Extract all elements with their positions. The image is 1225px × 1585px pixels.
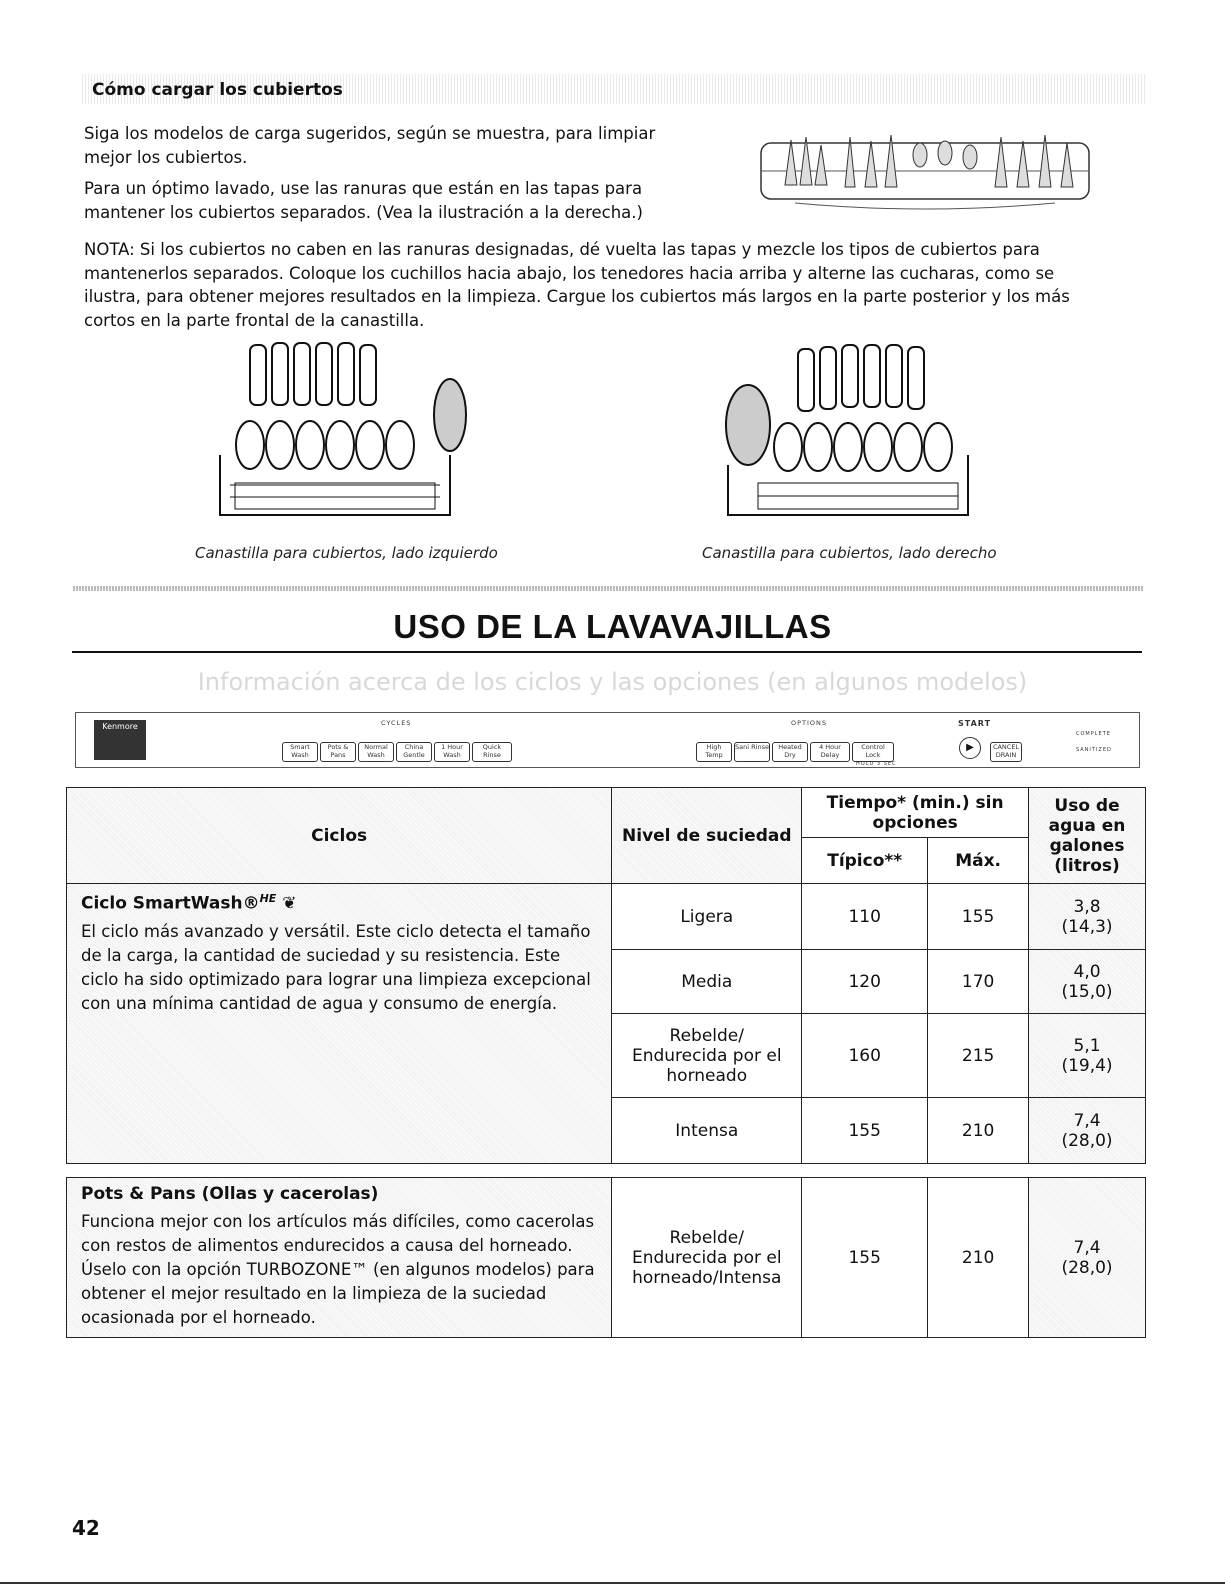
table-row: [67, 884, 1146, 950]
max-cell: 210: [928, 1098, 1029, 1164]
start-button[interactable]: ▶: [959, 737, 981, 759]
leaf-icon: ❦: [282, 893, 297, 914]
soil-cell: Ligera: [612, 884, 802, 950]
soil-cell: Media: [612, 950, 802, 1014]
caption-left-basket: Canastilla para cubiertos, lado izquierdo: [195, 544, 498, 562]
start-label: START: [958, 719, 992, 728]
water-cell: 3,8 (14,3): [1029, 884, 1146, 950]
header-time: Tiempo* (min.) sin opciones: [802, 788, 1029, 838]
dotted-divider: [73, 586, 1143, 591]
brand-logo: Kenmore: [94, 720, 146, 760]
typical-cell: 110: [802, 884, 928, 950]
typical-cell: 120: [802, 950, 928, 1014]
potspans-description: Funciona mejor con los artículos más difíciles, como cacerolas con restos de alimentos endurecidos a causa del horneado. Úselo con la opción TURBOZONE™ (en algunos modelos) para obtener el mejor resultado en la limpieza de la suciedad ocasionada por el horneado.: [81, 1212, 595, 1327]
potspans-name: Pots & Pans (Ollas y cacerolas): [81, 1184, 379, 1204]
potspans-cell: [67, 1178, 612, 1338]
typical-cell: 155: [802, 1178, 928, 1338]
silverware-basket-top-illustration: [755, 125, 1095, 215]
header-soil-level: Nivel de suciedad: [612, 788, 802, 884]
option-button-high-temp[interactable]: High Temp: [696, 742, 732, 762]
typical-cell: 155: [802, 1098, 928, 1164]
cycle-button-china-gentle[interactable]: China Gentle: [396, 742, 432, 762]
note-paragraph: NOTA: Si los cubiertos no caben en las ranuras designadas, dé vuelta las tapas y mezcle los tipos de cubiertos para mantenerlos separados. Coloque los cuchillos hacia abajo, los tenedores hacia arriba y alterne las cucharas, como se ilustra, para obtener mejores resultados en la limpieza. Cargue los cubiertos más largos en la parte posterior y los más cortos en la parte frontal de la canastilla.: [84, 240, 1070, 330]
control-panel-illustration: [75, 712, 1140, 768]
header-cycles: Ciclos: [67, 788, 612, 884]
title-underline: [72, 651, 1142, 653]
max-cell: 210: [928, 1178, 1029, 1338]
silverware-basket-right-illustration: [718, 335, 978, 525]
smartwash-description: El ciclo más avanzado y versátil. Este ciclo detecta el tamaño de la carga, la cantidad de suciedad y su resistencia. Este ciclo ha sido optimizado para lograr una limpieza excepcional con una mínima cantidad de agua y consumo de energía.: [81, 921, 591, 1013]
header-typical: Típico**: [802, 838, 928, 884]
option-button-control-lock[interactable]: Control Lock: [852, 742, 894, 762]
water-cell: 7,4 (28,0): [1029, 1098, 1146, 1164]
status-complete: COMPLETE: [1076, 731, 1111, 737]
water-cell: 4,0 (15,0): [1029, 950, 1146, 1014]
hold-label: HOLD 3 SEC: [856, 761, 897, 767]
typical-cell: 160: [802, 1014, 928, 1098]
soil-cell: Intensa: [612, 1098, 802, 1164]
soil-cell: Rebelde/ Endurecida por el horneado: [612, 1014, 802, 1098]
option-button-sani-rinse[interactable]: Sani Rinse: [734, 742, 770, 762]
header-max: Máx.: [928, 838, 1029, 884]
max-cell: 170: [928, 950, 1029, 1014]
cycles-table: [66, 787, 1146, 1338]
cycles-label: CYCLES: [381, 719, 412, 727]
caption-right-basket: Canastilla para cubiertos, lado derecho: [702, 544, 997, 562]
soil-cell: Rebelde/ Endurecida por el horneado/Intensa: [612, 1178, 802, 1338]
page-subtitle: Información acerca de los ciclos y las opciones (en algunos modelos): [197, 668, 1028, 696]
water-cell: 7,4 (28,0): [1029, 1178, 1146, 1338]
cycle-button-smart-wash[interactable]: Smart Wash: [282, 742, 318, 762]
smartwash-name: Ciclo SmartWash®$^{HE}$ ❦: [81, 892, 297, 914]
header-water-use: Uso de agua en galones (litros): [1029, 788, 1146, 884]
bottom-border: [0, 1582, 1225, 1584]
max-cell: 215: [928, 1014, 1029, 1098]
smartwash-cell: [67, 884, 612, 1164]
options-label: OPTIONS: [791, 719, 828, 727]
table-row: [67, 1178, 1146, 1338]
intro-paragraph-2: Para un óptimo lavado, use las ranuras que están en las tapas para mantener los cubiertos separados. (Vea la ilustración a la derecha.): [84, 179, 643, 222]
option-button-heated-dry[interactable]: Heated Dry: [772, 742, 808, 762]
cycle-button-1-hour-wash[interactable]: 1 Hour Wash: [434, 742, 470, 762]
intro-paragraph-1: Siga los modelos de carga sugeridos, según se muestra, para limpiar mejor los cubiertos.: [84, 124, 656, 167]
cycle-button-pots-pans[interactable]: Pots & Pans: [320, 742, 356, 762]
section-title: Cómo cargar los cubiertos: [92, 80, 343, 100]
cycle-button-normal-wash[interactable]: Normal Wash: [358, 742, 394, 762]
status-sanitized: SANITIZED: [1076, 747, 1112, 753]
option-button-4-hour-delay[interactable]: 4 Hour Delay: [810, 742, 850, 762]
page-title: USO DE LA LAVAVAJILLAS: [393, 608, 832, 645]
silverware-basket-left-illustration: [210, 335, 470, 525]
cancel-drain-button[interactable]: CANCEL DRAIN: [990, 742, 1022, 762]
max-cell: 155: [928, 884, 1029, 950]
table-spacer: [67, 1164, 1146, 1178]
cycle-button-quick-rinse[interactable]: Quick Rinse: [472, 742, 512, 762]
page-number: 42: [72, 1516, 100, 1540]
water-cell: 5,1 (19,4): [1029, 1014, 1146, 1098]
